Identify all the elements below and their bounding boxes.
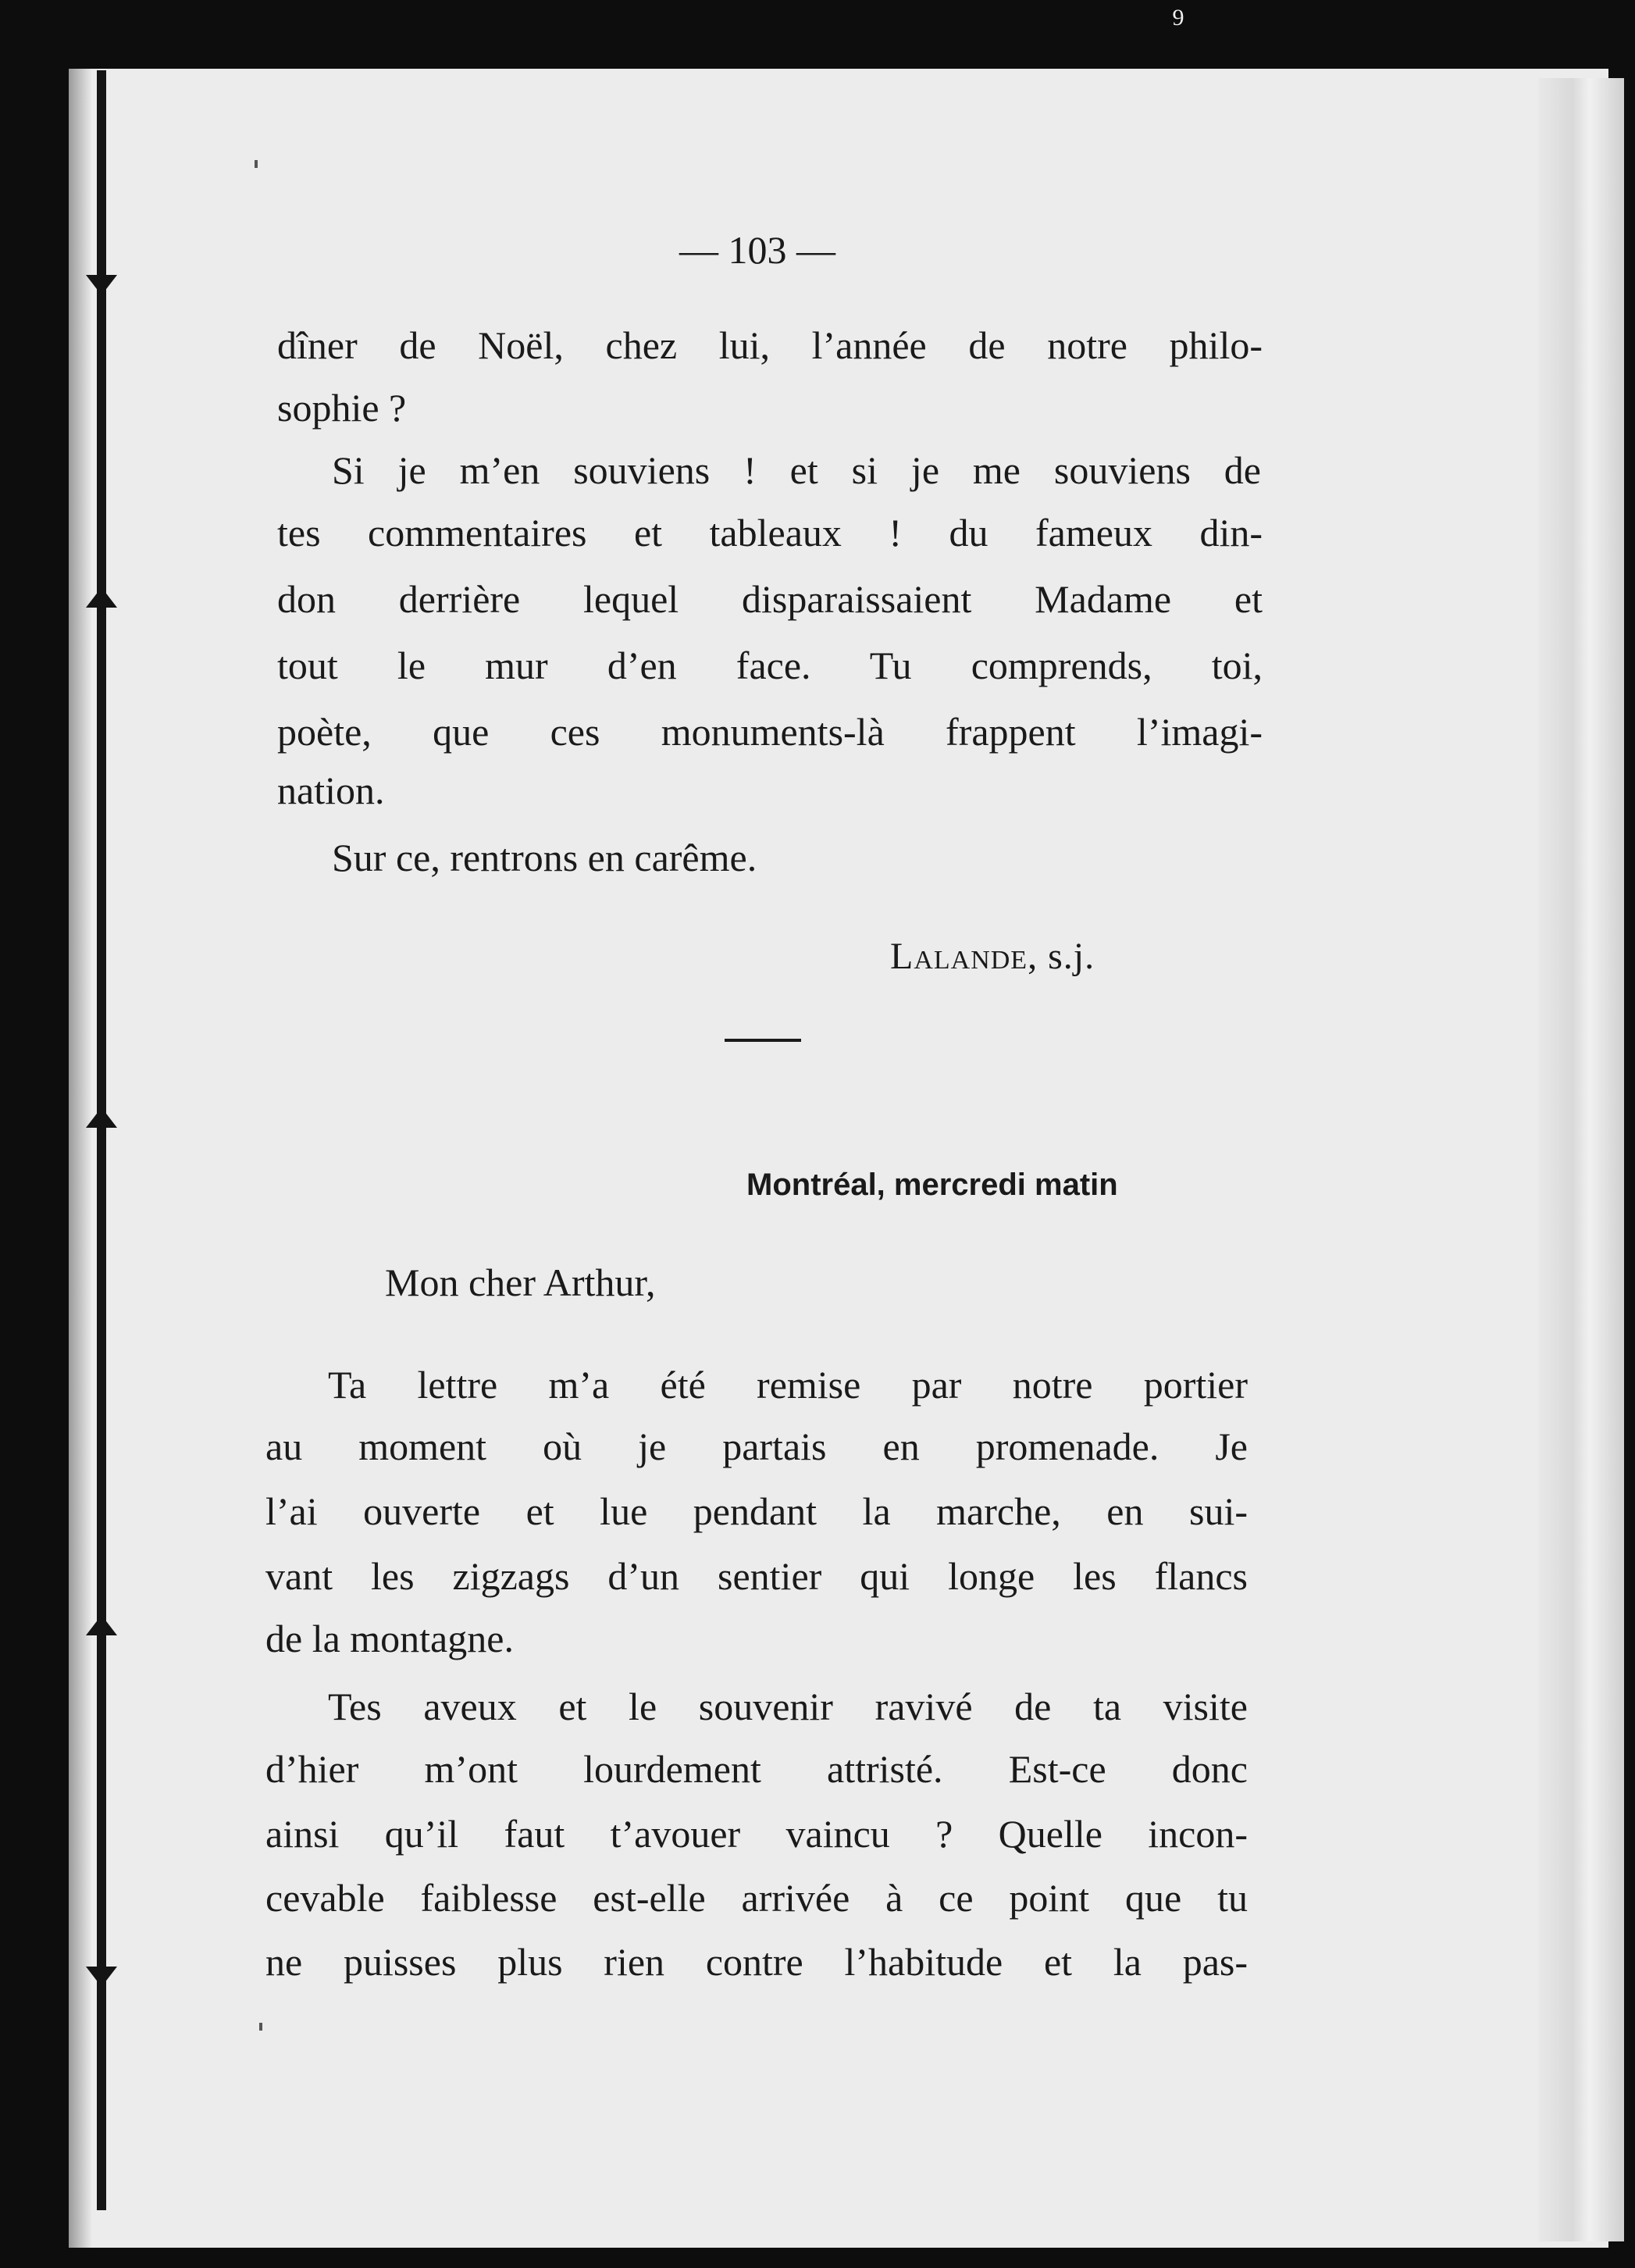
text-line: Tes aveux et le souvenir ravivé de ta visite	[328, 1685, 1248, 1728]
page-number: — 103 —	[679, 228, 835, 272]
section-divider	[725, 1039, 801, 1042]
page-gutter-shadow	[69, 69, 92, 2248]
text-line: tes commentaires et tableaux ! du fameux din-	[277, 511, 1263, 555]
page-edge	[1538, 78, 1624, 2241]
binding-stitch-icon	[86, 1615, 117, 1635]
text-line: d’hier m’ont lourdement attristé. Est-ce donc	[265, 1747, 1248, 1791]
ink-speck	[259, 2023, 262, 2031]
text-line: de la montagne.	[265, 1617, 514, 1660]
text-line: sophie ?	[277, 386, 407, 430]
text-line: tout le mur d’en face. Tu comprends, toi,	[277, 644, 1263, 687]
binding-stitch-icon	[86, 587, 117, 608]
scan-border-bottom	[0, 2248, 1635, 2268]
text-line: cevable faiblesse est-elle arrivée à ce point que tu	[265, 1876, 1248, 1920]
text-line: nation.	[277, 768, 385, 812]
text-line: ainsi qu’il faut t’avouer vaincu ? Quelle incon-	[265, 1812, 1248, 1856]
binding-stitch-icon	[86, 275, 117, 295]
text-line: dîner de Noël, chez lui, l’année de notre philo-	[277, 323, 1263, 367]
signature-suffix: s.j.	[1048, 936, 1095, 977]
text-line: poète, que ces monuments-là frappent l’imagi-	[277, 710, 1263, 754]
text-line: Sur ce, rentrons en carême.	[332, 836, 757, 879]
text-line: Ta lettre m’a été remise par notre portier	[328, 1363, 1248, 1407]
text-line: l’ai ouverte et lue pendant la marche, en sui-	[265, 1489, 1248, 1533]
binding-cord	[97, 70, 106, 2210]
binding-stitch-icon	[86, 1107, 117, 1128]
text-line: au moment où je partais en promenade. Je	[265, 1425, 1248, 1468]
text-line: vant les zigzags d’un sentier qui longe les flancs	[265, 1554, 1248, 1598]
signature	[890, 933, 1095, 980]
signature-name: Lalande,	[890, 936, 1038, 977]
salutation: Mon cher Arthur,	[385, 1261, 656, 1304]
text-line: ne puisses plus rien contre l’habitude et la pas-	[265, 1940, 1248, 1984]
text-line: Si je m’en souviens ! et si je me souviens de	[332, 448, 1261, 492]
corner-mark: 9	[1172, 5, 1184, 30]
dateline: Montréal, mercredi matin	[746, 1168, 1118, 1202]
ink-speck	[255, 160, 258, 168]
text-line: don derrière lequel disparaissaient Madame et	[277, 577, 1263, 621]
binding-stitch-icon	[86, 1967, 117, 1987]
